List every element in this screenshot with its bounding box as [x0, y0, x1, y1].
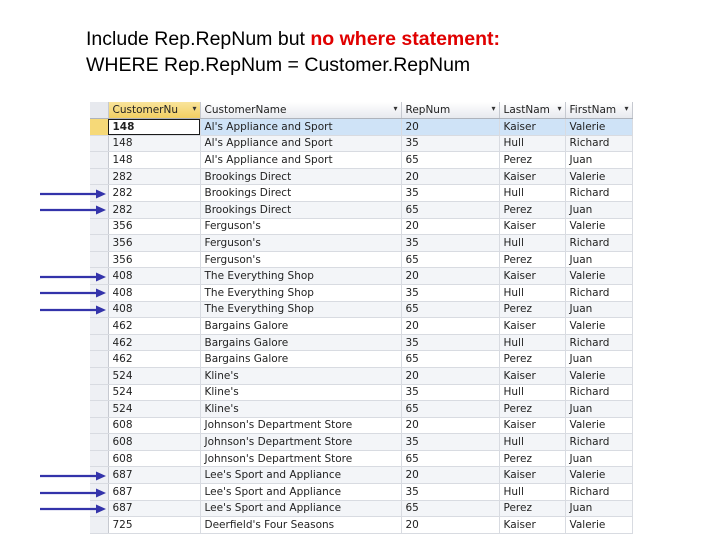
- cell-customer-num[interactable]: 524: [108, 367, 200, 384]
- cell-last-name[interactable]: Hull: [499, 434, 565, 451]
- cell-customer-num[interactable]: 524: [108, 384, 200, 401]
- table-row[interactable]: [90, 401, 632, 418]
- cell-first-name[interactable]: Richard: [565, 235, 632, 252]
- datasheet-grid: [90, 102, 632, 532]
- record-selector[interactable]: [90, 119, 108, 136]
- cell-customer-num[interactable]: 282: [108, 185, 200, 202]
- cell-first-name[interactable]: Valerie: [565, 517, 632, 534]
- cell-customer-num[interactable]: 148: [108, 119, 200, 136]
- datasheet-table: [90, 102, 633, 534]
- table-row[interactable]: [90, 201, 632, 218]
- table-row[interactable]: [90, 467, 632, 484]
- table-row[interactable]: [90, 168, 632, 185]
- cell-customer-num[interactable]: 408: [108, 268, 200, 285]
- title-line-2: WHERE Rep.RepNum = Customer.RepNum: [86, 54, 471, 76]
- dropdown-arrow-icon[interactable]: ▾: [393, 104, 398, 113]
- title-emphasis: no where statement:: [310, 28, 500, 50]
- table-row[interactable]: [90, 218, 632, 235]
- cell-customer-name[interactable]: Ferguson's: [200, 235, 401, 252]
- cell-customer-num[interactable]: 462: [108, 351, 200, 368]
- cell-customer-name[interactable]: Bargains Galore: [200, 334, 401, 351]
- cell-first-name[interactable]: Richard: [565, 334, 632, 351]
- table-row[interactable]: [90, 334, 632, 351]
- dropdown-arrow-icon[interactable]: ▾: [491, 104, 496, 113]
- title-line-1: [86, 26, 500, 52]
- cell-customer-name[interactable]: Brookings Direct: [200, 185, 401, 202]
- cell-last-name[interactable]: Perez: [499, 500, 565, 517]
- cell-rep-num[interactable]: 65: [401, 301, 499, 318]
- cell-rep-num[interactable]: 65: [401, 351, 499, 368]
- cell-first-name[interactable]: Valerie: [565, 367, 632, 384]
- cell-first-name[interactable]: Richard: [565, 284, 632, 301]
- cell-last-name[interactable]: Perez: [499, 401, 565, 418]
- cell-rep-num[interactable]: 65: [401, 401, 499, 418]
- cell-first-name[interactable]: Valerie: [565, 318, 632, 335]
- table-row[interactable]: [90, 251, 632, 268]
- table-row[interactable]: [90, 235, 632, 252]
- cell-rep-num[interactable]: 35: [401, 384, 499, 401]
- cell-customer-num[interactable]: 687: [108, 467, 200, 484]
- cell-customer-name[interactable]: Kline's: [200, 367, 401, 384]
- column-header-label: CustomerName: [204, 104, 287, 116]
- cell-last-name[interactable]: Hull: [499, 235, 565, 252]
- cell-last-name[interactable]: Perez: [499, 351, 565, 368]
- record-selector[interactable]: [90, 301, 108, 318]
- cell-customer-name[interactable]: Ferguson's: [200, 251, 401, 268]
- table-row[interactable]: [90, 367, 632, 384]
- cell-first-name[interactable]: Juan: [565, 301, 632, 318]
- cell-rep-num[interactable]: 20: [401, 517, 499, 534]
- record-selector[interactable]: [90, 201, 108, 218]
- cell-customer-name[interactable]: Al's Appliance and Sport: [200, 152, 401, 169]
- column-header-label: LastNam: [503, 104, 550, 116]
- record-selector[interactable]: [90, 484, 108, 501]
- record-selector[interactable]: [90, 334, 108, 351]
- cell-customer-name[interactable]: Deerfield's Four Seasons: [200, 517, 401, 534]
- cell-rep-num[interactable]: 35: [401, 484, 499, 501]
- table-row[interactable]: [90, 301, 632, 318]
- cell-customer-name[interactable]: Lee's Sport and Appliance: [200, 500, 401, 517]
- cell-first-name[interactable]: Richard: [565, 484, 632, 501]
- record-selector[interactable]: [90, 367, 108, 384]
- dropdown-arrow-icon[interactable]: ▾: [624, 104, 629, 113]
- record-selector[interactable]: [90, 351, 108, 368]
- cell-rep-num[interactable]: 65: [401, 152, 499, 169]
- cell-last-name[interactable]: Hull: [499, 135, 565, 152]
- cell-rep-num[interactable]: 20: [401, 417, 499, 434]
- table-row[interactable]: [90, 185, 632, 202]
- cell-last-name[interactable]: Kaiser: [499, 318, 565, 335]
- cell-last-name[interactable]: Kaiser: [499, 367, 565, 384]
- cell-customer-num[interactable]: 356: [108, 235, 200, 252]
- cell-first-name[interactable]: Valerie: [565, 119, 632, 136]
- cell-rep-num[interactable]: 65: [401, 251, 499, 268]
- cell-customer-num[interactable]: 356: [108, 251, 200, 268]
- cell-first-name[interactable]: Juan: [565, 401, 632, 418]
- record-selector[interactable]: [90, 467, 108, 484]
- cell-last-name[interactable]: Hull: [499, 334, 565, 351]
- cell-first-name[interactable]: Juan: [565, 351, 632, 368]
- cell-rep-num[interactable]: 35: [401, 235, 499, 252]
- cell-customer-name[interactable]: Lee's Sport and Appliance: [200, 467, 401, 484]
- record-selector[interactable]: [90, 384, 108, 401]
- cell-customer-name[interactable]: Johnson's Department Store: [200, 450, 401, 467]
- cell-last-name[interactable]: Perez: [499, 201, 565, 218]
- grid-body: [90, 119, 632, 534]
- column-header-label: CustomerNu: [112, 104, 179, 116]
- cell-customer-name[interactable]: Johnson's Department Store: [200, 434, 401, 451]
- record-selector[interactable]: [90, 284, 108, 301]
- cell-first-name[interactable]: Juan: [565, 201, 632, 218]
- table-row[interactable]: [90, 135, 632, 152]
- table-row[interactable]: [90, 484, 632, 501]
- record-selector[interactable]: [90, 135, 108, 152]
- table-row[interactable]: [90, 284, 632, 301]
- record-selector[interactable]: [90, 185, 108, 202]
- cell-rep-num[interactable]: 20: [401, 367, 499, 384]
- cell-customer-num[interactable]: 148: [108, 152, 200, 169]
- cell-customer-name[interactable]: Brookings Direct: [200, 201, 401, 218]
- record-selector[interactable]: [90, 417, 108, 434]
- cell-customer-name[interactable]: Brookings Direct: [200, 168, 401, 185]
- cell-first-name[interactable]: Valerie: [565, 417, 632, 434]
- table-row[interactable]: [90, 351, 632, 368]
- cell-customer-name[interactable]: Al's Appliance and Sport: [200, 135, 401, 152]
- column-header-customer-num[interactable]: [108, 102, 200, 119]
- select-all-corner[interactable]: [90, 102, 108, 119]
- column-header-last-name[interactable]: [499, 102, 565, 119]
- table-row[interactable]: [90, 417, 632, 434]
- title-line-1-text: Include Rep.RepNum but: [86, 28, 311, 50]
- table-row[interactable]: [90, 152, 632, 169]
- cell-customer-num[interactable]: 687: [108, 500, 200, 517]
- cell-last-name[interactable]: Kaiser: [499, 467, 565, 484]
- slide-title: [86, 26, 500, 78]
- column-header-rep-num[interactable]: [401, 102, 499, 119]
- cell-last-name[interactable]: Perez: [499, 152, 565, 169]
- cell-last-name[interactable]: Kaiser: [499, 417, 565, 434]
- cell-first-name[interactable]: Juan: [565, 251, 632, 268]
- table-row[interactable]: [90, 268, 632, 285]
- cell-rep-num[interactable]: 65: [401, 201, 499, 218]
- cell-customer-num[interactable]: 687: [108, 484, 200, 501]
- record-selector[interactable]: [90, 251, 108, 268]
- record-selector[interactable]: [90, 218, 108, 235]
- table-row[interactable]: [90, 517, 632, 534]
- cell-customer-num[interactable]: 725: [108, 517, 200, 534]
- cell-first-name[interactable]: Richard: [565, 384, 632, 401]
- cell-last-name[interactable]: Kaiser: [499, 119, 565, 136]
- column-header-first-name[interactable]: [565, 102, 632, 119]
- cell-last-name[interactable]: Hull: [499, 185, 565, 202]
- cell-customer-num[interactable]: 282: [108, 168, 200, 185]
- cell-last-name[interactable]: Kaiser: [499, 268, 565, 285]
- cell-rep-num[interactable]: 20: [401, 218, 499, 235]
- record-selector[interactable]: [90, 318, 108, 335]
- table-row[interactable]: [90, 434, 632, 451]
- table-row[interactable]: [90, 318, 632, 335]
- cell-rep-num[interactable]: 20: [401, 268, 499, 285]
- cell-customer-num[interactable]: 356: [108, 218, 200, 235]
- cell-rep-num[interactable]: 35: [401, 434, 499, 451]
- cell-customer-num[interactable]: 608: [108, 450, 200, 467]
- cell-last-name[interactable]: Hull: [499, 484, 565, 501]
- cell-rep-num[interactable]: 35: [401, 135, 499, 152]
- cell-first-name[interactable]: Valerie: [565, 218, 632, 235]
- cell-customer-name[interactable]: Al's Appliance and Sport: [200, 119, 401, 136]
- record-selector[interactable]: [90, 500, 108, 517]
- cell-customer-num[interactable]: 524: [108, 401, 200, 418]
- cell-customer-name[interactable]: Johnson's Department Store: [200, 417, 401, 434]
- cell-customer-name[interactable]: Kline's: [200, 401, 401, 418]
- cell-first-name[interactable]: Richard: [565, 135, 632, 152]
- cell-customer-name[interactable]: Bargains Galore: [200, 351, 401, 368]
- cell-last-name[interactable]: Perez: [499, 301, 565, 318]
- column-header-label: FirstNam: [569, 104, 617, 116]
- record-selector[interactable]: [90, 235, 108, 252]
- cell-rep-num[interactable]: 20: [401, 168, 499, 185]
- cell-customer-num[interactable]: 608: [108, 417, 200, 434]
- record-selector[interactable]: [90, 434, 108, 451]
- cell-customer-num[interactable]: 148: [108, 135, 200, 152]
- cell-rep-num[interactable]: 35: [401, 284, 499, 301]
- header-row: [90, 102, 632, 119]
- column-header-customer-name[interactable]: [200, 102, 401, 119]
- cell-last-name[interactable]: Kaiser: [499, 517, 565, 534]
- cell-rep-num[interactable]: 20: [401, 318, 499, 335]
- table-row[interactable]: [90, 384, 632, 401]
- cell-last-name[interactable]: Perez: [499, 251, 565, 268]
- record-selector[interactable]: [90, 168, 108, 185]
- column-header-label: RepNum: [405, 104, 451, 116]
- cell-customer-num[interactable]: 462: [108, 318, 200, 335]
- cell-customer-name[interactable]: The Everything Shop: [200, 268, 401, 285]
- cell-customer-name[interactable]: Bargains Galore: [200, 318, 401, 335]
- cell-rep-num[interactable]: 65: [401, 500, 499, 517]
- cell-first-name[interactable]: Juan: [565, 450, 632, 467]
- cell-customer-name[interactable]: The Everything Shop: [200, 284, 401, 301]
- record-selector[interactable]: [90, 152, 108, 169]
- cell-customer-num[interactable]: 408: [108, 284, 200, 301]
- cell-rep-num[interactable]: 20: [401, 467, 499, 484]
- cell-customer-num[interactable]: 408: [108, 301, 200, 318]
- cell-first-name[interactable]: Valerie: [565, 467, 632, 484]
- cell-first-name[interactable]: Richard: [565, 434, 632, 451]
- cell-customer-num[interactable]: 462: [108, 334, 200, 351]
- cell-rep-num[interactable]: 20: [401, 119, 499, 136]
- cell-last-name[interactable]: Hull: [499, 284, 565, 301]
- cell-rep-num[interactable]: 35: [401, 334, 499, 351]
- cell-first-name[interactable]: Juan: [565, 152, 632, 169]
- cell-customer-name[interactable]: Lee's Sport and Appliance: [200, 484, 401, 501]
- dropdown-arrow-icon[interactable]: ▾: [192, 104, 197, 113]
- cell-customer-num[interactable]: 608: [108, 434, 200, 451]
- table-row[interactable]: [90, 500, 632, 517]
- cell-customer-num[interactable]: 282: [108, 201, 200, 218]
- table-row[interactable]: [90, 119, 632, 136]
- cell-last-name[interactable]: Kaiser: [499, 218, 565, 235]
- table-row[interactable]: [90, 450, 632, 467]
- record-selector[interactable]: [90, 450, 108, 467]
- cell-first-name[interactable]: Valerie: [565, 268, 632, 285]
- cell-first-name[interactable]: Richard: [565, 185, 632, 202]
- cell-first-name[interactable]: Valerie: [565, 168, 632, 185]
- dropdown-arrow-icon[interactable]: ▾: [557, 104, 562, 113]
- cell-customer-name[interactable]: Kline's: [200, 384, 401, 401]
- cell-last-name[interactable]: Hull: [499, 384, 565, 401]
- cell-rep-num[interactable]: 65: [401, 450, 499, 467]
- cell-last-name[interactable]: Perez: [499, 450, 565, 467]
- record-selector[interactable]: [90, 268, 108, 285]
- cell-rep-num[interactable]: 35: [401, 185, 499, 202]
- cell-last-name[interactable]: Kaiser: [499, 168, 565, 185]
- cell-first-name[interactable]: Juan: [565, 500, 632, 517]
- record-selector[interactable]: [90, 517, 108, 534]
- cell-customer-name[interactable]: Ferguson's: [200, 218, 401, 235]
- cell-customer-name[interactable]: The Everything Shop: [200, 301, 401, 318]
- record-selector[interactable]: [90, 401, 108, 418]
